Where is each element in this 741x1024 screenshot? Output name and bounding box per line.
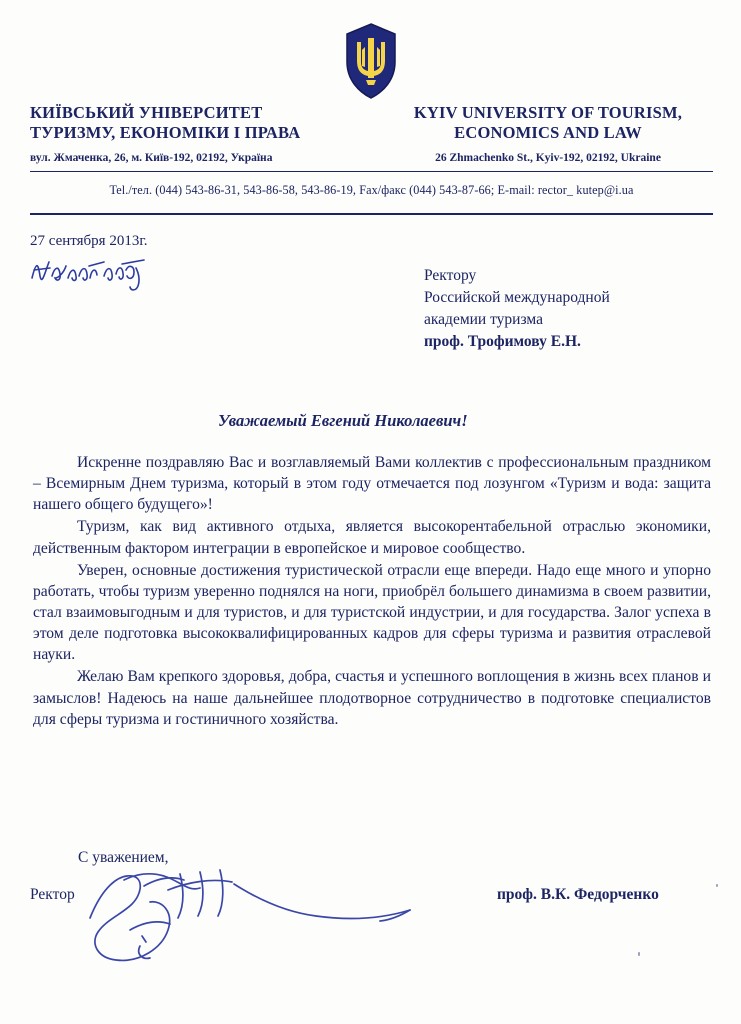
org-name-en-line1: KYIV UNIVERSITY OF TOURISM,: [413, 103, 683, 122]
emblem-container: [0, 22, 741, 100]
body-paragraph: Искренне поздравляю Вас и возглавляемый Вами коллектив с профессиональным праздником – Всемирным Днем туризма, который в этом году отмечается под лозунгом «Туризм и вода: защита нашего общего будущего»!: [33, 454, 711, 514]
org-name-en-line2: ECONOMICS AND LAW: [454, 123, 642, 143]
org-address-ua: вул. Жмаченка, 26, м. Київ-192, 02192, Україна: [30, 152, 273, 165]
paper-speck: [716, 884, 718, 887]
letterhead-divider-top: [30, 171, 713, 172]
org-name-ua-line2: ТУРИЗМУ, ЕКОНОМІКИ І ПРАВА: [30, 123, 301, 143]
addressee-line-2: Российской международной: [424, 289, 610, 306]
letter-date: 27 сентября 2013г.: [30, 233, 148, 249]
body-paragraph: Туризм, как вид активного отдыха, является высокорентабельной отраслью экономики, действенным фактором интеграции в европейское и мировое сообщество.: [33, 518, 711, 557]
body-paragraph: Желаю Вам крепкого здоровья, добра, счастья и успешного воплощения в жизнь всех планов и замыслов! Надеюсь на наше дальнейшее плодотворное сотрудничество в подготовке специалистов для сферы туризма и гостиничного хозяйства.: [33, 668, 711, 728]
letterhead-contacts: Tel./тел. (044) 543-86-31, 543-86-58, 543-86-19, Fax/факс (044) 543-87-66; E-mail: rector_ kutep@i.ua: [109, 183, 634, 197]
valediction: С уважением,: [78, 849, 169, 866]
signer-role: Ректор: [30, 886, 75, 903]
letterhead-ukrainian: [30, 103, 360, 166]
addressee-line-4: проф. Трофимову Е.Н.: [424, 333, 581, 350]
letter-body: [33, 452, 711, 731]
handwritten-reference-number-icon: [26, 252, 186, 292]
paper-speck: [638, 952, 640, 956]
addressee-block: [424, 265, 724, 353]
addressee-line-1: Ректору: [424, 267, 477, 284]
org-address-en: 26 Zhmachenko St., Kyiv-192, 02192, Ukraine: [435, 152, 661, 165]
ukraine-trident-emblem-icon: [341, 22, 401, 100]
signer-name: проф. В.К. Федорченко: [497, 886, 659, 903]
addressee-line-3: академии туризма: [424, 311, 543, 328]
salutation: Уважаемый Евгений Николаевич!: [218, 411, 468, 430]
body-paragraph: Уверен, основные достижения туристической отрасли еще впереди. Надо еще много и упорно работать, чтобы туризм уверенно поднялся на ноги, приобрёл большего динамизма в своем развитии, стал взаимовыгодным и для туристов, и для туристской индустрии, и для государства. Залог успеха в этом деле подготовка высококвалифицированных кадров для сферы туризма и развития отраслевой науки.: [33, 561, 711, 664]
handwritten-signature-icon: [84, 860, 444, 970]
letterhead-names: [30, 103, 713, 166]
letterhead-english: [383, 103, 713, 166]
org-name-ua-line1: КИЇВСЬКИЙ УНІВЕРСИТЕТ: [30, 103, 263, 122]
letterhead-divider-bottom: [30, 213, 713, 215]
